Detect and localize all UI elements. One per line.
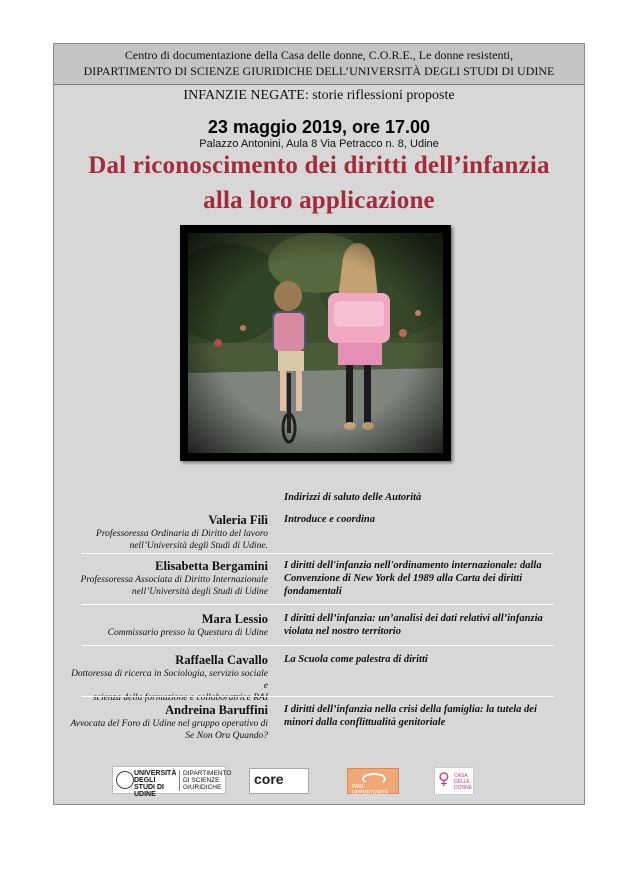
speaker-topic-line: La Scuola come palestra di diritti — [284, 654, 428, 665]
speaker-topic-line: Introduce e coordina — [284, 514, 376, 525]
casa-delle-donne-text: CASA DELLE DONNE — [454, 773, 473, 791]
speaker-topic-line: minori dalla conflittualità genitoriale — [284, 717, 446, 728]
row-divider — [82, 604, 554, 605]
speaker-role-line: Avvocata del Foro di Udine nel gruppo operativo di — [70, 719, 268, 729]
speaker-name: Raffaella Cavallo — [175, 653, 268, 667]
children-photo — [180, 225, 451, 461]
organizers-line-2: DIPARTIMENTO DI SCIENZE GIURIDICHE DELL’UNIVERSITÀ DEGLI STUDI DI UDINE — [83, 64, 555, 78]
pari-opportunita-logo — [347, 768, 399, 794]
children-photo-illustration — [188, 233, 443, 453]
speaker-role — [68, 528, 268, 552]
speaker-role — [68, 574, 268, 598]
row-divider — [82, 553, 554, 554]
speaker-topic-line: violata nel nostro territorio — [284, 626, 401, 637]
event-venue: Palazzo Antonini, Aula 8 Via Petracco n. 8, Udine — [199, 138, 439, 150]
poster — [53, 43, 585, 805]
speaker-role-line: scienza della formazione e collaboratrice RAI — [93, 693, 268, 703]
event-date: 23 maggio 2019, ore 17.00 — [207, 117, 431, 137]
speaker-topic-line: Convenzione di New York del 1989 alla Carta dei diritti — [284, 573, 523, 584]
speaker-topic-line: I diritti dell'infanzia nell'ordinamento internazionale: dalla — [284, 560, 542, 571]
speaker-name: Mara Lessio — [201, 612, 268, 626]
university-name: UNIVERSITÀ DEGLI STUDI DI UDINE — [134, 770, 177, 798]
speaker-role-line: Professoressa Ordinaria di Diritto del lavoro — [96, 529, 268, 539]
speaker-role — [68, 668, 268, 704]
event-title-line-1: Dal riconoscimento dei diritti dell’infanzia — [88, 152, 550, 179]
speaker-topic — [284, 703, 569, 729]
row-divider — [82, 696, 554, 697]
organizers-line-1: Centro di documentazione della Casa delle donne, C.O.R.E., Le donne resistenti, — [124, 48, 514, 62]
speaker-role-line: nell’Università degli Studi di Udine. — [129, 541, 268, 551]
department-name: DIPARTIMENTO DI SCIENZE GIURIDICHE — [179, 770, 223, 791]
speaker-role-line: Dottoressa di ricerca in Sociologia, servizio sociale e — [71, 669, 268, 691]
casa-delle-donne-logo — [434, 767, 474, 795]
speaker-topic-line: I diritti dell’infanzia: un’analisi dei dati relativi all’infanzia — [284, 613, 543, 624]
core-logo — [249, 768, 309, 794]
speaker-topic-line: I diritti dell’infanzia nella crisi della famiglia: la tutela dei — [284, 704, 537, 715]
speaker-role — [68, 627, 268, 639]
series-title: INFANZIE NEGATE: storie riflessioni proposte — [183, 88, 455, 103]
speaker-role-line: Professoressa Associata di Diritto Internazionale — [80, 575, 268, 585]
speaker-topic — [284, 513, 569, 526]
speaker-name: Valeria Filì — [208, 513, 268, 527]
row-divider — [82, 645, 554, 646]
speaker-name: Andreina Baruffini — [165, 703, 268, 717]
speaker-role-line: Se Non Ora Quando? — [185, 731, 268, 741]
speaker-role — [68, 718, 268, 742]
pari-opportunita-text: PARI OPPORTUNITÀ — [352, 784, 389, 796]
speaker-topic — [284, 612, 569, 638]
female-symbol-icon: ♀ — [438, 769, 450, 788]
sponsor-logos — [54, 756, 584, 802]
speaker-topic-line: fondamentali — [284, 586, 342, 597]
university-udine-logo — [112, 766, 232, 798]
speaker-name: Elisabetta Bergamini — [155, 559, 268, 573]
speaker-role-line: nell’Università degli Studi di Udine — [131, 587, 268, 597]
university-seal-icon — [116, 771, 134, 789]
speaker-role-line: Commissario presso la Questura di Udine — [107, 628, 268, 638]
greeting-line: Indirizzi di saluto delle Autorità — [284, 492, 422, 503]
organizers-header — [54, 44, 584, 85]
core-logo-text: core — [254, 771, 284, 787]
speaker-topic — [284, 653, 569, 666]
speaker-topic — [284, 559, 569, 598]
event-title-line-2: alla loro applicazione — [203, 187, 435, 214]
